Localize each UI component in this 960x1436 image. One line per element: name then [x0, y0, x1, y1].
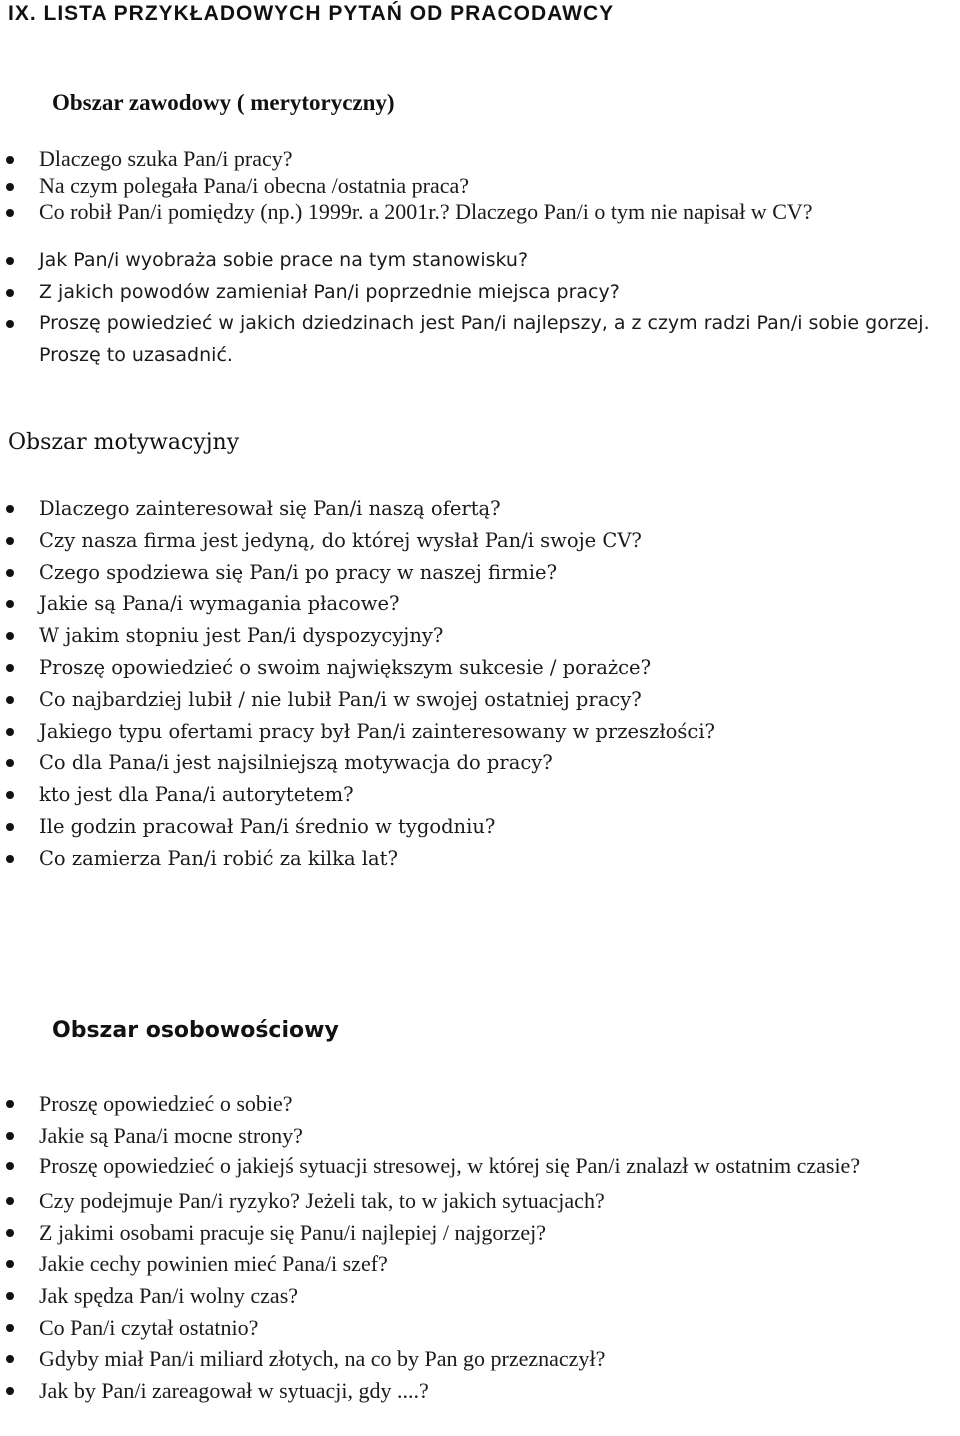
bullet-icon [6, 823, 14, 831]
list-item [0, 1280, 940, 1312]
document-title: IX. LISTA PRZYKŁADOWYCH PYTAŃ OD PRACODAWCY [8, 2, 615, 25]
question-text: Jak Pan/i wyobraża sobie prace na tym stanowisku? [39, 249, 529, 271]
question-text: Dlaczego szuka Pan/i pracy? [39, 146, 293, 171]
question-text: Jak by Pan/i zareagował w sytuacji, gdy ....? [39, 1377, 429, 1403]
list-item [0, 716, 940, 748]
list-item [0, 1248, 940, 1280]
list-item [0, 173, 940, 200]
list-item [0, 1375, 940, 1407]
bullet-icon [6, 696, 14, 704]
question-text: Czy nasza firma jest jedyną, do której wysłał Pan/i swoje CV? [39, 528, 642, 552]
question-text: kto jest dla Pana/i autorytetem? [39, 783, 354, 807]
question-text: Gdyby miał Pan/i miliard złotych, na co by Pan go przeznaczył? [39, 1346, 606, 1372]
bullet-icon [6, 505, 14, 513]
question-text: Czy podejmuje Pan/i ryzyko? Jeżeli tak, to w jakich sytuacjach? [39, 1188, 605, 1214]
question-text: Czego spodziewa się Pan/i po pracy w naszej firmie? [39, 560, 558, 584]
bullet-icon [6, 664, 14, 672]
section-heading-zawodowy: Obszar zawodowy ( merytoryczny) [52, 90, 395, 115]
bullet-icon [6, 1324, 14, 1332]
bullet-icon [6, 759, 14, 767]
bullet-icon [6, 600, 14, 608]
question-list-osobowosciowy [0, 1088, 940, 1406]
list-item [0, 277, 940, 309]
list-item [0, 1185, 940, 1217]
question-list-zawodowy-cont [0, 245, 940, 371]
bullet-icon [6, 791, 14, 799]
list-item [0, 747, 940, 779]
list-item [0, 684, 940, 716]
question-text: Co najbardziej lubił / nie lubił Pan/i w swojej ostatniej pracy? [39, 687, 642, 711]
bullet-icon [6, 1292, 14, 1300]
bullet-icon [6, 632, 14, 640]
question-text: Co dla Pana/i jest najsilniejszą motywacja do pracy? [39, 751, 553, 775]
list-item [0, 811, 940, 843]
bullet-icon [6, 1355, 14, 1363]
bullet-icon [6, 728, 14, 736]
bullet-icon [6, 1229, 14, 1237]
list-item [0, 1120, 940, 1152]
list-item [0, 146, 940, 173]
list-item [0, 1151, 940, 1180]
section-heading-motywacyjny: Obszar motywacyjny [8, 430, 240, 455]
list-item [0, 588, 940, 620]
question-text: Z jakimi osobami pracuje się Panu/i najlepiej / najgorzej? [39, 1219, 547, 1245]
question-text: W jakim stopniu jest Pan/i dyspozycyjny? [39, 624, 444, 648]
bullet-icon [6, 1387, 14, 1395]
list-item [0, 1343, 940, 1375]
question-text: Jakiego typu ofertami pracy był Pan/i zainteresowany w przeszłości? [39, 719, 716, 743]
bullet-icon [6, 1132, 14, 1140]
list-item [0, 620, 940, 652]
question-list-motywacyjny [0, 493, 940, 875]
bullet-icon [6, 1162, 14, 1170]
bullet-icon [6, 257, 14, 265]
question-text: Proszę opowiedzieć o swoim największym sukcesie / porażce? [39, 655, 652, 679]
question-text: Jakie są Pana/i mocne strony? [39, 1122, 303, 1148]
question-text: Jak spędza Pan/i wolny czas? [39, 1282, 299, 1308]
question-text: Proszę powiedzieć w jakich dziedzinach jest Pan/i najlepszy, a z czym radzi Pan/i sobie gorzej. Proszę to uzasadnić. [39, 312, 930, 366]
list-item [0, 652, 940, 684]
bullet-icon [6, 320, 14, 328]
bullet-icon [6, 209, 14, 217]
bullet-icon [6, 289, 14, 297]
bullet-icon [6, 156, 14, 164]
list-item [0, 245, 940, 277]
list-item [0, 199, 940, 226]
bullet-icon [6, 537, 14, 545]
question-text: Co Pan/i czytał ostatnio? [39, 1314, 259, 1340]
list-item [0, 779, 940, 811]
list-item [0, 525, 940, 557]
list-item [0, 843, 940, 875]
question-text: Co zamierza Pan/i robić za kilka lat? [39, 846, 398, 870]
question-text: Dlaczego zainteresował się Pan/i naszą ofertą? [39, 497, 501, 520]
question-text: Jakie są Pana/i wymagania płacowe? [39, 592, 400, 616]
question-text: Co robił Pan/i pomiędzy (np.) 1999r. a 2001r.? Dlaczego Pan/i o tym nie napisał w CV? [39, 199, 813, 224]
list-item [0, 1312, 940, 1344]
list-item [0, 1088, 940, 1120]
question-text: Proszę opowiedzieć o sobie? [39, 1091, 293, 1116]
list-item [0, 308, 940, 371]
bullet-icon [6, 569, 14, 577]
question-text: Jakie cechy powinien mieć Pana/i szef? [39, 1251, 388, 1277]
question-text: Proszę opowiedzieć o jakiejś sytuacji stresowej, w której się Pan/i znalazł w ostatnim czasie? [39, 1153, 861, 1179]
bullet-icon [6, 1260, 14, 1268]
section-heading-osobowosciowy: Obszar osobowościowy [52, 1018, 339, 1043]
bullet-icon [6, 183, 14, 191]
question-text: Ile godzin pracował Pan/i średnio w tygodniu? [39, 814, 496, 838]
question-text: Na czym polegała Pana/i obecna /ostatnia praca? [39, 172, 470, 198]
question-list-zawodowy [0, 146, 940, 226]
question-text: Z jakich powodów zamieniał Pan/i poprzednie miejsca pracy? [39, 280, 620, 303]
list-item [0, 557, 940, 589]
bullet-icon [6, 1197, 14, 1205]
bullet-icon [6, 855, 14, 863]
list-item [0, 493, 940, 525]
list-item [0, 1217, 940, 1249]
bullet-icon [6, 1100, 14, 1108]
